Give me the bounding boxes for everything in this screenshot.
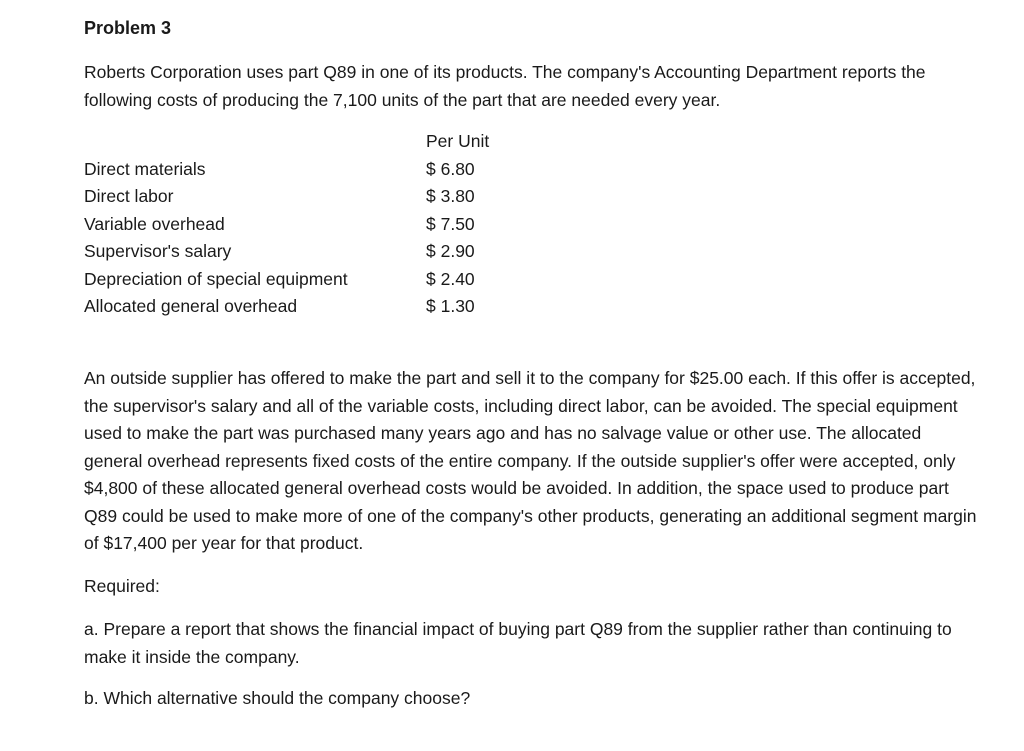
cost-amount: $ 3.80 — [426, 186, 475, 206]
cost-amount: $ 1.30 — [426, 296, 475, 316]
table-row — [84, 183, 524, 211]
problem-title: Problem 3 — [84, 18, 172, 38]
question-a: a. Prepare a report that shows the financial impact of buying part Q89 from the supplier rather than continuing to make it inside the company. — [84, 619, 952, 667]
cost-label: Variable overhead — [84, 213, 225, 234]
cost-label: Depreciation of special equipment — [84, 268, 348, 289]
cost-amount: $ 7.50 — [426, 213, 475, 234]
cost-amount: $ 6.80 — [426, 158, 475, 179]
table-row — [84, 238, 524, 266]
scenario-paragraph: An outside supplier has offered to make the part and sell it to the company for $25.00 each. If this offer is accepted, the supervisor's salary and all of the variable costs, including direct labor, can be avoided. The special equipment used to make the part was purchased many years ago and has no salvage value or other use. The allocated general overhead represents fixed costs of the entire company. If the outside supplier's offer were accepted, only $4,800 of these allocated general overhead costs would be avoided. In addition, the space used to produce part Q89 could be used to make more of one of the company's other products, generating an additional segment margin of $17,400 per year for that product. — [84, 368, 977, 553]
cost-label: Direct labor — [84, 186, 174, 206]
cost-label: Direct materials — [84, 158, 206, 179]
per-unit-header: Per Unit — [426, 131, 490, 151]
table-row — [84, 211, 524, 239]
cost-amount: $ 2.40 — [426, 268, 475, 289]
intro-paragraph: Roberts Corporation uses part Q89 in one of its products. The company's Accounting Department reports the following costs of producing the 7,100 units of the part that are needed every year. — [84, 62, 926, 110]
table-row — [84, 266, 524, 294]
cost-amount: $ 2.90 — [426, 241, 475, 261]
cost-label: Allocated general overhead — [84, 296, 298, 316]
question-b: b. Which alternative should the company choose? — [84, 688, 471, 708]
cost-label: Supervisor's salary — [84, 241, 232, 261]
required-label: Required: — [84, 576, 160, 596]
table-row — [84, 156, 524, 184]
table-row — [84, 293, 524, 321]
